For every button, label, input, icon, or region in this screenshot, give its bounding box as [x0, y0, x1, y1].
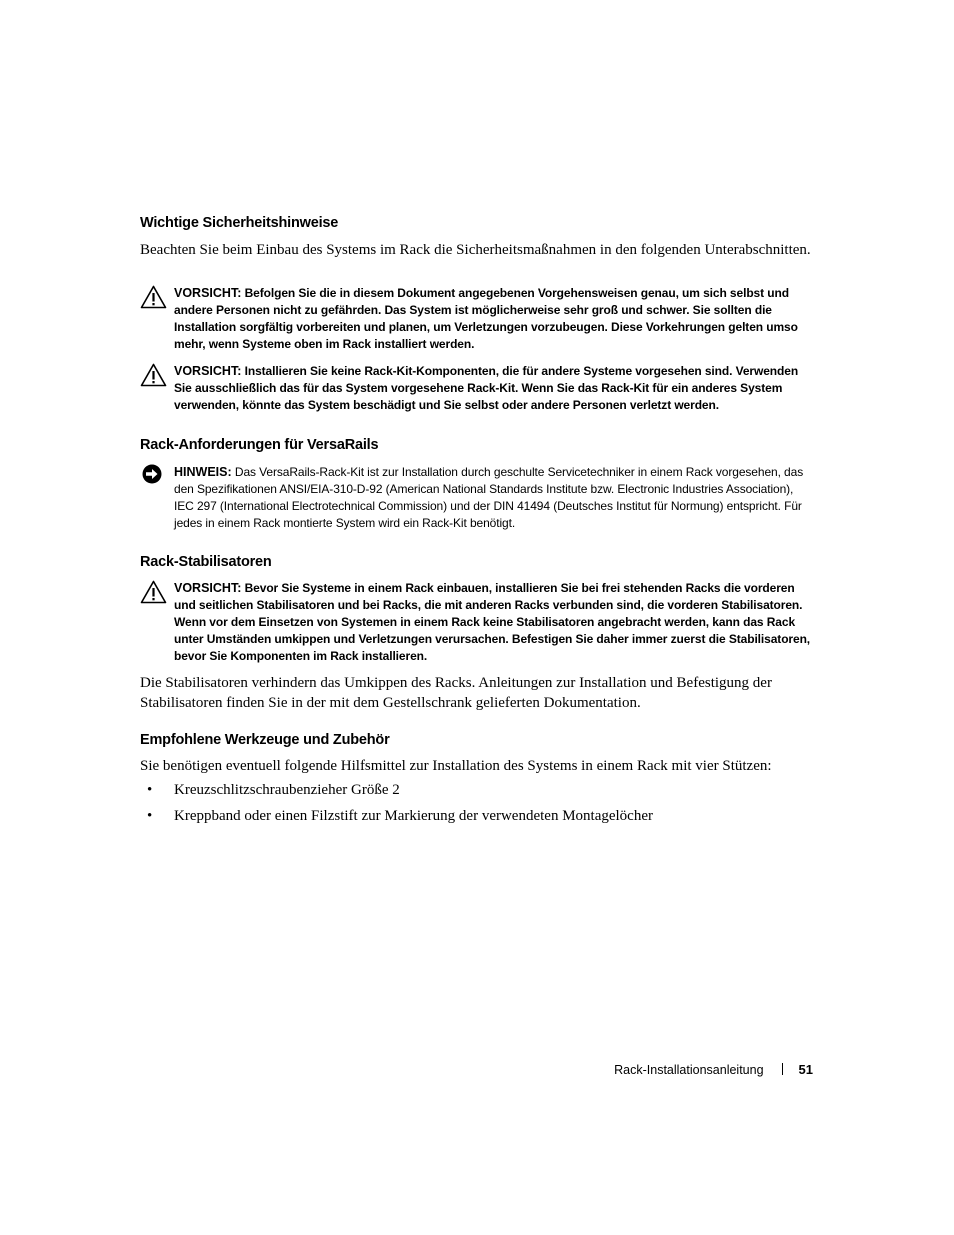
caution-body: Befolgen Sie die in diesem Dokument angegebenen Vorgehensweisen genau, um sich selbst und andere Personen nicht zu gefährden. Das System ist möglicherweise sehr groß und schwer. Sie sollten die Installation sorgfältig vorbereiten und planen, um Verletzungen vorzubeugen. Diese Vorkehrungen gelten umso mehr, wenn Systeme oben im Rack installiert werden.	[174, 286, 798, 351]
hinweis-label: HINWEIS:	[174, 465, 232, 479]
caution-body: Installieren Sie keine Rack-Kit-Komponenten, die für andere Systeme vorgesehen sind. Verwenden Sie ausschließlich das für das System vorgesehene Rack-Kit. Wenn Sie das Rack-Kit für ein anderes System verwenden, könnte das System beschädigt und Sie selbst oder andere Personen verletzt werden.	[174, 364, 799, 412]
caution-label: VORSICHT:	[174, 286, 242, 300]
tools-intro-paragraph: Sie benötigen eventuell folgende Hilfsmittel zur Installation des Systems in einem Rack mit vier Stützen:	[140, 758, 772, 774]
section-heading-safety: Wichtige Sicherheitshinweise	[140, 215, 339, 231]
caution-text-2	[140, 363, 816, 414]
bullet-icon: •	[147, 807, 153, 824]
safety-intro-paragraph: Beachten Sie beim Einbau des Systems im Rack die Sicherheitsmaßnahmen in den folgenden Unterabschnitten.	[140, 242, 811, 258]
caution-notice-1	[140, 285, 816, 353]
warning-triangle-icon	[140, 363, 167, 387]
tools-list	[140, 781, 820, 832]
notice-arrow-icon	[140, 464, 167, 488]
hinweis-body: Das VersaRails-Rack-Kit ist zur Installation durch geschulte Servicetechniker in einem Rack vorgesehen, das den Spezifikationen ANSI/EIA-310-D-92 (American National Standards Institute bzw. Electronic Industries Association), IEC 297 (International Electrotechnical Commission) und der DIN 41494 (Deutsches Institut für Normung) entspricht. Für jedes in einem Rack montierte System wird ein Rack-Kit benötigt.	[174, 465, 804, 530]
warning-triangle-icon	[140, 580, 167, 604]
caution-label: VORSICHT:	[174, 364, 242, 378]
section-heading-rack-requirements: Rack-Anforderungen für VersaRails	[140, 437, 379, 453]
warning-triangle-icon	[140, 285, 167, 309]
list-item-text: Kreuzschlitzschraubenzieher Größe 2	[174, 782, 400, 798]
section-heading-tools: Empfohlene Werkzeuge und Zubehör	[140, 732, 390, 748]
footer-title: Rack-Installationsanleitung	[614, 1063, 764, 1077]
page-number: 51	[798, 1062, 813, 1077]
footer-separator	[782, 1063, 783, 1075]
caution-text-1	[140, 285, 816, 353]
list-item	[140, 807, 820, 827]
caution-body: Bevor Sie Systeme in einem Rack einbauen, installieren Sie bei frei stehenden Racks die vorderen und seitlichen Stabilisatoren und bei Racks, die mit anderen Racks verbunden sind, die vorderen Stabilisatoren. Wenn vor dem Einsetzen von Systemen in einem Rack keine Stabilisatoren angebracht werden, kann das Rack unter Umständen umkippen und Verletzungen verursachen. Befestigen Sie daher immer zuerst die Stabilisatoren, bevor Sie Komponenten im Rack installieren.	[174, 581, 811, 663]
list-item-text: Kreppband oder einen Filzstift zur Markierung der verwendeten Montagelöcher	[174, 807, 653, 824]
stabilizers-paragraph: Die Stabilisatoren verhindern das Umkippen des Racks. Anleitungen zur Installation und Befestigung der Stabilisatoren finden Sie in der mit dem Gestellschrank gelieferten Dokumentation.	[140, 675, 772, 711]
page-footer	[560, 1061, 813, 1079]
caution-label: VORSICHT:	[174, 581, 242, 595]
caution-notice-3	[140, 580, 816, 665]
section-heading-stabilizers: Rack-Stabilisatoren	[140, 554, 272, 570]
caution-notice-2	[140, 363, 816, 414]
hinweis-text	[140, 464, 816, 532]
caution-text-3	[140, 580, 816, 665]
hinweis-notice	[140, 464, 816, 532]
list-item	[140, 781, 820, 801]
bullet-icon: •	[147, 782, 153, 798]
